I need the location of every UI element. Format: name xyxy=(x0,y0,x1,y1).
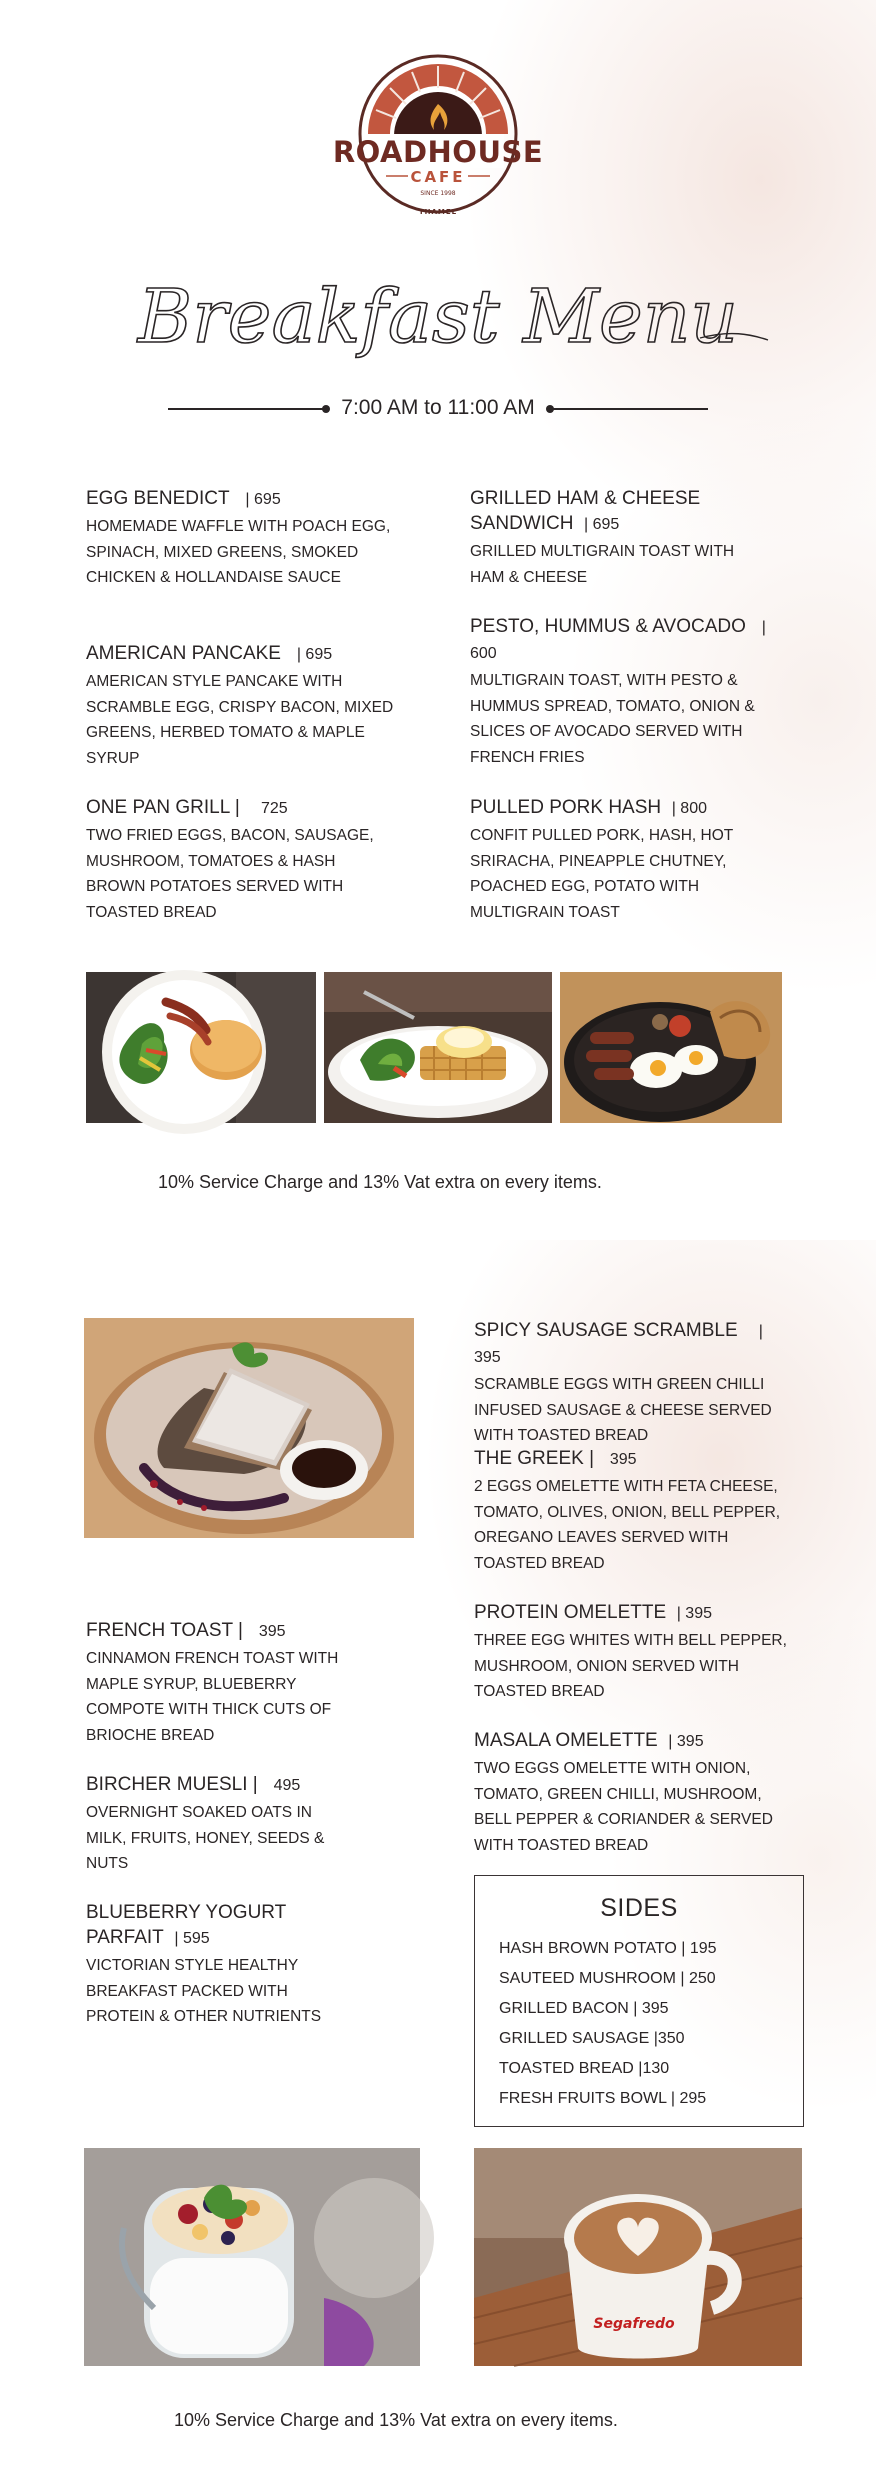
item-description: OVERNIGHT SOAKED OATS IN MILK, FRUITS, HONEY, SEEDS & NUTS xyxy=(86,1804,325,1872)
item-name: SPICY SAUSAGE SCRAMBLE | 395 xyxy=(474,1320,763,1366)
item-name: ONE PAN GRILL | 725 xyxy=(86,797,288,818)
hours-divider xyxy=(168,392,708,426)
menu-item xyxy=(470,486,770,590)
item-description: GRILLED MULTIGRAIN TOAST WITH HAM & CHEESE xyxy=(470,543,735,586)
item-price: | 600 xyxy=(470,619,766,662)
item-name: BLUEBERRY YOGURT PARFAIT | 595 xyxy=(86,1902,286,1948)
item-name: MASALA OMELETTE | 395 xyxy=(474,1730,704,1751)
item-description: SCRAMBLE EGGS WITH GREEN CHILLI INFUSED SAUSAGE & CHEESE SERVED WITH TOASTED BREAD xyxy=(474,1376,772,1444)
item-description: THREE EGG WHITES WITH BELL PEPPER, MUSHROOM, ONION SERVED WITH TOASTED BREAD xyxy=(474,1632,787,1700)
menu-item xyxy=(474,1446,790,1576)
french-toast-photo xyxy=(84,1318,414,1538)
one-pan-grill-photo xyxy=(560,972,782,1123)
item-price: | 800 xyxy=(671,800,707,817)
service-charge-note: 10% Service Charge and 13% Vat extra on every items. xyxy=(174,2410,618,2430)
side-item: TOASTED BREAD |130 xyxy=(499,2060,670,2077)
menu-item xyxy=(86,795,396,925)
item-name: GRILLED HAM & CHEESE SANDWICH | 695 xyxy=(470,488,701,534)
menu-item xyxy=(86,1900,346,2030)
logo-location: THAMEL xyxy=(418,208,458,216)
yogurt-parfait-photo xyxy=(84,2148,420,2366)
item-description: MULTIGRAIN TOAST, WITH PESTO & HUMMUS SPREAD, TOMATO, ONION & SLICES OF AVOCADO SERVED WITH FRENCH FRIES xyxy=(470,672,755,766)
item-name: THE GREEK | 395 xyxy=(474,1448,637,1469)
roadhouse-cafe-logo xyxy=(332,52,544,222)
service-charge-note: 10% Service Charge and 13% Vat extra on every items. xyxy=(158,1172,602,1192)
item-name: PULLED PORK HASH | 800 xyxy=(470,797,707,818)
cappuccino-photo xyxy=(474,2148,802,2366)
item-name: FRENCH TOAST | 395 xyxy=(86,1620,286,1641)
item-name: BIRCHER MUESLI | 495 xyxy=(86,1774,301,1795)
svg-text:Segafredo: Segafredo xyxy=(593,2316,675,2332)
side-item: HASH BROWN POTATO | 195 xyxy=(499,1940,717,1957)
item-description: TWO FRIED EGGS, BACON, SAUSAGE, MUSHROOM, TOMATOES & HASH BROWN POTATOES SERVED WITH TOASTED BREAD xyxy=(86,827,374,921)
item-price: 395 xyxy=(258,1623,286,1640)
side-item: GRILLED SAUSAGE |350 xyxy=(499,2030,685,2047)
menu-item xyxy=(86,1618,366,1748)
logo-since: SINCE 1998 xyxy=(420,190,456,197)
menu-item xyxy=(86,1772,346,1877)
item-price: | 695 xyxy=(584,516,620,533)
side-item: FRESH FRUITS BOWL | 295 xyxy=(499,2090,707,2107)
side-item: SAUTEED MUSHROOM | 250 xyxy=(499,1970,716,1987)
menu-title-text: Breakfast Menu xyxy=(137,274,739,360)
sides-box xyxy=(474,1875,804,2127)
sides-list xyxy=(499,1934,717,2114)
item-price: | 695 xyxy=(245,491,281,508)
item-description: CONFIT PULLED PORK, HASH, HOT SRIRACHA, PINEAPPLE CHUTNEY, POACHED EGG, POTATO WITH MULTIGRAIN TOAST xyxy=(470,827,733,921)
item-description: TWO EGGS OMELETTE WITH ONION, TOMATO, GREEN CHILLI, MUSHROOM, BELL PEPPER & CORIANDER & SERVED WITH TOASTED BREAD xyxy=(474,1760,773,1854)
sides-title: SIDES xyxy=(600,1894,678,1922)
menu-item xyxy=(474,1600,790,1705)
item-name: AMERICAN PANCAKE | 695 xyxy=(86,643,333,664)
item-price: 495 xyxy=(273,1777,301,1794)
menu-item xyxy=(470,795,770,925)
item-name: PESTO, HUMMUS & AVOCADO | 600 xyxy=(470,616,766,662)
menu-item xyxy=(470,614,770,770)
menu-title xyxy=(100,260,776,380)
item-description: AMERICAN STYLE PANCAKE WITH SCRAMBLE EGG, CRISPY BACON, MIXED GREENS, HERBED TOMATO & MAPLE SYRUP xyxy=(86,673,394,767)
item-price: | 595 xyxy=(174,1930,210,1947)
logo-sub: CAFE xyxy=(410,168,466,186)
item-price: | 395 xyxy=(474,1323,763,1366)
item-description: VICTORIAN STYLE HEALTHY BREAKFAST PACKED WITH PROTEIN & OTHER NUTRIENTS xyxy=(86,1957,322,2025)
side-item: GRILLED BACON | 395 xyxy=(499,2000,669,2017)
item-price: 725 xyxy=(260,800,288,817)
item-name: PROTEIN OMELETTE | 395 xyxy=(474,1602,712,1623)
pancake-plate-photo xyxy=(86,972,316,1123)
item-name: EGG BENEDICT | 695 xyxy=(86,488,281,509)
menu-item xyxy=(474,1728,790,1858)
item-price: | 695 xyxy=(296,646,333,663)
item-price: 395 xyxy=(609,1451,637,1468)
item-description: 2 EGGS OMELETTE WITH FETA CHEESE, TOMATO, OLIVES, ONION, BELL PEPPER, OREGANO LEAVES SERVED WITH TOASTED BREAD xyxy=(474,1478,781,1572)
item-description: CINNAMON FRENCH TOAST WITH MAPLE SYRUP, BLUEBERRY COMPOTE WITH THICK CUTS OF BRIOCHE BREAD xyxy=(86,1650,339,1744)
menu-item xyxy=(86,641,396,771)
logo-wordmark: ROADHOUSE xyxy=(332,135,544,169)
menu-item xyxy=(86,486,396,591)
opening-hours: 7:00 AM to 11:00 AM xyxy=(341,396,535,419)
menu-item xyxy=(474,1318,790,1449)
item-description: HOMEMADE WAFFLE WITH POACH EGG, SPINACH, MIXED GREENS, SMOKED CHICKEN & HOLLANDAISE SAUCE xyxy=(86,518,391,586)
waffle-benedict-photo xyxy=(324,972,552,1123)
item-price: | 395 xyxy=(668,1733,704,1750)
item-price: | 395 xyxy=(676,1605,712,1622)
